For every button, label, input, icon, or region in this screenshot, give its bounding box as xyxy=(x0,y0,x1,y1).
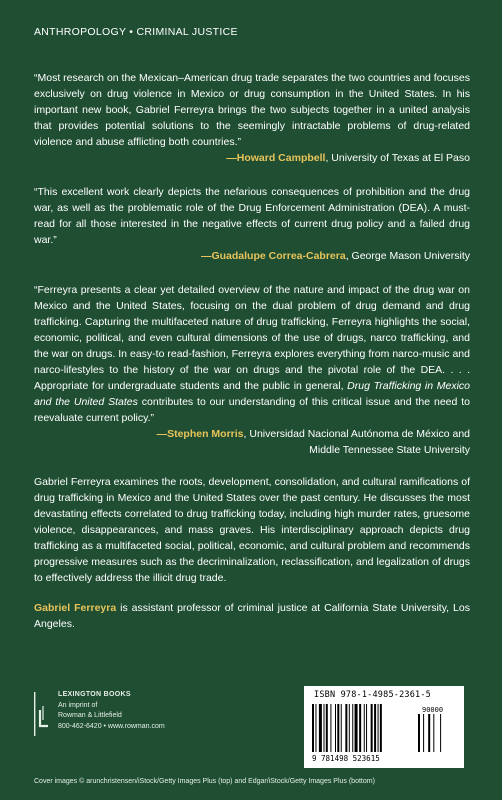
blurb-2-text: “This excellent work clearly depicts the nefarious consequences of prohibition and the drug war, as well as the problematic role of the Drug Enforcement Administration (DEA). A must-read for all those interested in the negative effects of current drug policy and a failed drug war.” xyxy=(34,186,470,246)
isbn-barcode xyxy=(304,686,464,768)
barcode-bar xyxy=(352,704,353,752)
barcode-bar xyxy=(371,704,373,752)
barcode-bar xyxy=(345,704,347,752)
blurb-3-text-b: contributes to our understanding of this critical issue and the need to reevaluate current policy.” xyxy=(34,396,470,424)
publisher-contact: 800-462-6420 • www.rowman.com xyxy=(58,722,165,730)
barcode-supplement-bar xyxy=(440,714,441,752)
blurb-3-attribution-line-2 xyxy=(34,442,470,458)
barcode-bar xyxy=(359,704,361,752)
blurb-2-affiliation: , George Mason University xyxy=(345,250,470,262)
blurb-1-text: “Most research on the Mexican–American drug trade separates the two countries and focuses exclusively on drug violence in Mexico or drug consumption in the United States. In his important new book, Gabriel Ferreyra brings the two subjects together in a united analysis that provides potential solutions to the seemingly intractable problems of drug-related violence and abuse afflicting both countries.” xyxy=(34,72,470,148)
publisher-line-1: An imprint of xyxy=(58,701,98,709)
blurb-3-text xyxy=(34,282,470,426)
barcode-bar xyxy=(366,704,367,752)
price-code: 90000 xyxy=(422,706,444,714)
publisher-line-2: Rowman & Littlefield xyxy=(58,712,122,719)
blurb-2-name: —Guadalupe Correa-Cabrera xyxy=(200,250,346,262)
barcode-supplement-bar xyxy=(433,714,434,752)
back-cover-content xyxy=(34,70,470,632)
barcode-bar xyxy=(324,704,325,752)
barcode-bar xyxy=(312,704,314,752)
blurb-3-book-title: Drug Trafficking in Mexico and the United States xyxy=(34,380,470,408)
blurb-3-text-a: “Ferreyra presents a clear yet detailed overview of the nature and impact of the drug war on Mexico and the United States, focusing on the dual problem of drug demand and drug trafficking. Capturing the multifaceted nature of drug trafficking, Ferreyra highlights the social, economic, political, and even cultural dimensions of the use of drugs, narco trafficking, and the war on drugs. In easy-to read-fashion, Ferreyra explores everything from narco-music and narco-lifestyles to the history of the war on drugs and the pivotal role of the DEA. . . . Appropriate for undergraduate students and the public in general, xyxy=(34,284,470,392)
barcode-bar xyxy=(355,704,358,752)
barcode-bar xyxy=(364,704,365,752)
blurb-3-attribution xyxy=(34,426,470,442)
publisher-text xyxy=(58,690,165,732)
barcode-bar xyxy=(326,704,328,752)
publisher-name: LEXINGTON BOOKS xyxy=(58,691,131,698)
barcode-bar xyxy=(335,704,336,752)
lexington-logo-icon xyxy=(34,692,50,736)
blurb-1-attribution xyxy=(34,150,470,166)
barcode-supplement-bar xyxy=(423,714,424,752)
barcode-bar xyxy=(330,704,331,752)
barcode-supplement-bar xyxy=(418,714,420,752)
blurb-1-name: —Howard Campbell xyxy=(226,152,326,164)
publisher-block xyxy=(34,690,254,750)
barcode-bar xyxy=(374,704,376,752)
blurb-2-attribution xyxy=(34,248,470,264)
author-name: Gabriel Ferreyra xyxy=(34,602,117,614)
barcode-bar xyxy=(380,704,382,752)
isbn-number: ISBN 978-1-4985-2361-5 xyxy=(314,690,431,700)
cover-image-credits: Cover images © arunchristensen/iStock/Getty Images Plus (top) and Edgar/iStock/Getty Images Plus (bottom) xyxy=(34,778,375,785)
barcode-supplement-bar xyxy=(428,714,430,752)
barcode-bar xyxy=(319,704,322,752)
blurb-1-affiliation: , University of Texas at El Paso xyxy=(325,152,470,164)
blurb-3-name: —Stephen Morris xyxy=(156,428,244,440)
author-bio xyxy=(34,600,470,632)
author-bio-text: is assistant professor of criminal justice at California State University, Los Angeles. xyxy=(34,602,470,630)
barcode-bar xyxy=(337,704,339,752)
ean-digits: 9 781498 523615 xyxy=(312,754,380,763)
barcode-bar xyxy=(341,704,342,752)
barcode-bar xyxy=(315,704,316,752)
blurb-3-affiliation-2: Middle Tennessee State University xyxy=(309,444,470,456)
book-description: Gabriel Ferreyra examines the roots, development, consolidation, and cultural ramifications of drug trafficking in Mexico and the United States over the past century. He discusses the most devastating effects correlated to drug trafficking today, including high murder rates, gruesome violence, disappearances, and mass graves. His interdisciplinary approach depicts drug trafficking as a multifaceted social, political, economic, and cultural problem and recommends progressive measures such as the decriminalization, reclassification, and legalization of drugs to effectively address the illicit drug trade. xyxy=(34,476,470,584)
barcode-graphic xyxy=(310,704,460,764)
category-label: ANTHROPOLOGY • CRIMINAL JUSTICE xyxy=(34,26,238,38)
barcode-bar xyxy=(349,704,350,752)
blurb-3-affiliation: , Universidad Nacional Autónoma de México and xyxy=(243,428,470,440)
barcode-bar xyxy=(378,704,379,752)
